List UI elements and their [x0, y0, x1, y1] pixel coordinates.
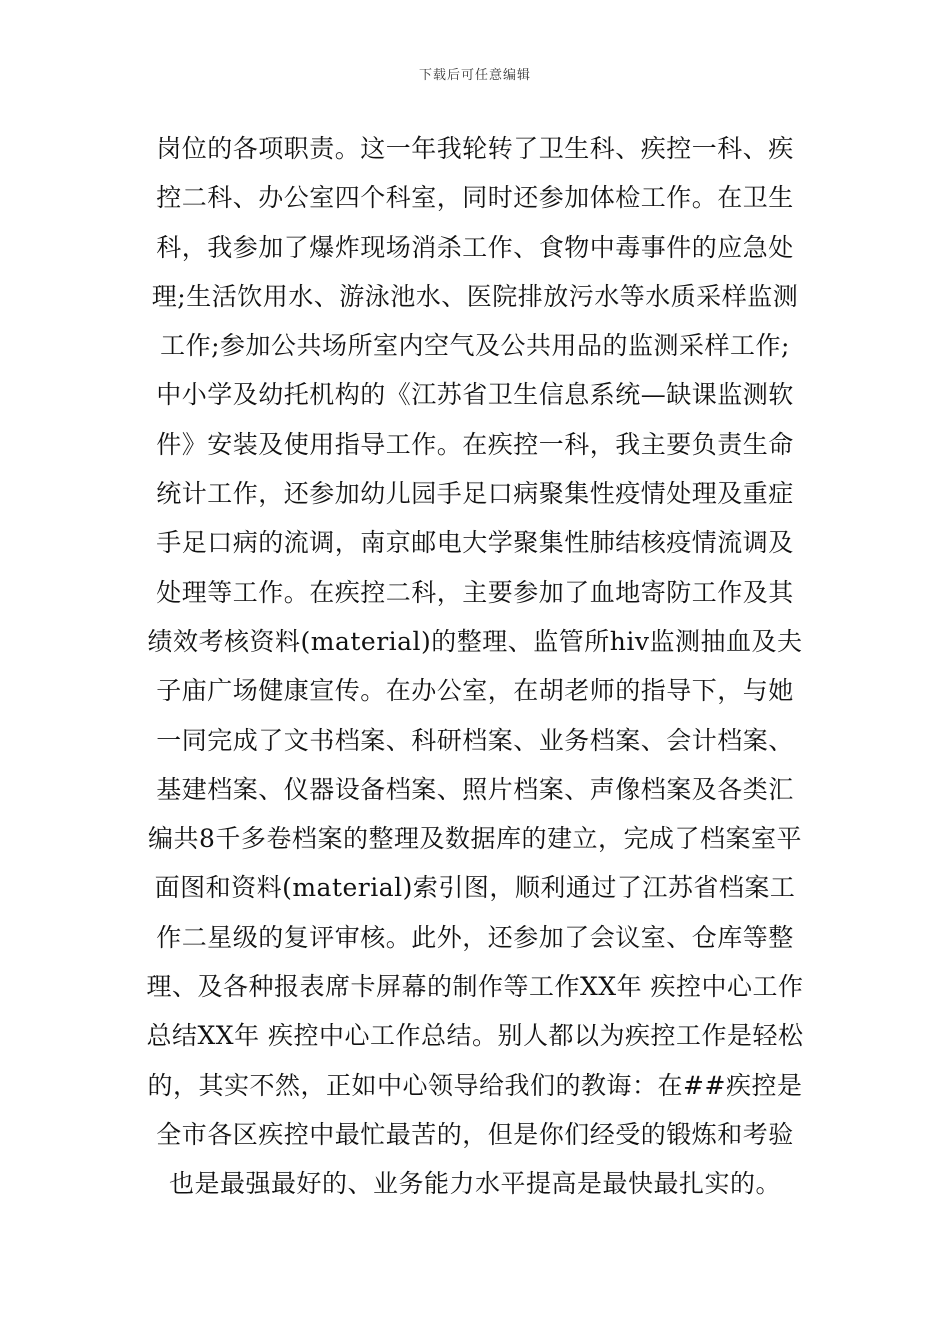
text-line: 子庙广场健康宣传。在办公室，在胡老师的指导下，与她 [156, 676, 794, 706]
text-line: 基建档案、仪器设备档案、照片档案、声像档案及各类汇 [156, 774, 794, 804]
text-line: 科，我参加了爆炸现场消杀工作、食物中毒事件的应急处 [156, 232, 794, 262]
text-line: 中小学及幼托机构的《江苏省卫生信息系统—缺课监测软 [156, 380, 794, 410]
text-line: 一同完成了文书档案、科研档案、业务档案、会计档案、 [156, 725, 794, 755]
text-line: 面图和资料(material)索引图，顺利通过了江苏省档案工 [154, 873, 796, 903]
text-line: 作二星级的复评审核。此外，还参加了会议室、仓库等整 [156, 922, 794, 952]
document-body [140, 124, 810, 1209]
text-line: 岗位的各项职责。这一年我轮转了卫生科、疾控一科、疾 [156, 134, 794, 163]
text-line: 理、及各种报表席卡屏幕的制作等工作XX年 疾控中心工作 [146, 972, 804, 1002]
text-line: 绩效考核资料(material)的整理、监管所hiv监测抽血及夫 [147, 626, 803, 656]
text-line: 总结XX年 疾控中心工作总结。别人都以为疾控工作是轻松 [146, 1021, 804, 1051]
text-line: 控二科、办公室四个科室，同时还参加体检工作。在卫生 [156, 183, 794, 213]
text-line: 编共8千多卷档案的整理及数据库的建立，完成了档案室平 [148, 824, 802, 854]
text-line: 工作;参加公共场所室内空气及公共用品的监测采样工作; [160, 331, 790, 361]
text-line: 理;生活饮用水、游泳池水、医院排放污水等水质采样监测 [151, 281, 799, 311]
text-line: 件》安装及使用指导工作。在疾控一科，我主要负责生命 [156, 429, 794, 459]
text-line: 处理等工作。在疾控二科，主要参加了血地寄防工作及其 [156, 577, 794, 607]
text-line: 统计工作，还参加幼儿园手足口病聚集性疫情处理及重症 [156, 479, 794, 509]
text-line: 的，其实不然，正如中心领导给我们的教诲：在##疾控是 [147, 1070, 803, 1100]
page-header: 下载后可任意编辑 [418, 68, 531, 83]
text-line: 手足口病的流调，南京邮电大学聚集性肺结核疫情流调及 [156, 528, 794, 558]
text-line: 全市各区疾控中最忙最苦的，但是你们经受的锻炼和考验 [156, 1119, 794, 1149]
text-line: 也是最强最好的、业务能力水平提高是最快最扎实的。 [168, 1169, 781, 1199]
